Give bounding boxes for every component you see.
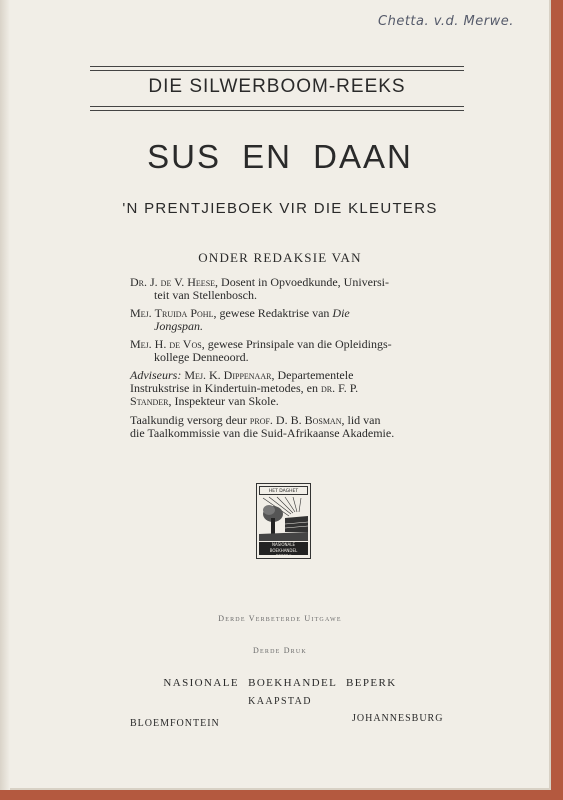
book-spine-shadow	[0, 0, 10, 790]
advisers-entry	[130, 369, 428, 408]
language-text-cont: , lid van	[341, 413, 381, 427]
language-editor-title: prof.	[249, 413, 273, 427]
book-title: SUS EN DAAN	[147, 138, 413, 175]
logo-publisher-suffix: BEPERK	[275, 554, 292, 559]
editor-name: H. de Vos	[154, 337, 202, 351]
language-editor-entry	[130, 414, 428, 440]
bottom-rule	[90, 110, 464, 111]
city-left: BLOEMFONTEIN	[130, 718, 220, 729]
owner-signature: Chetta. v.d. Merwe.	[378, 14, 514, 29]
editor-name: J. de V. Heese	[150, 275, 216, 289]
editor-title: Mej.	[130, 306, 152, 320]
editor-entry-devos	[130, 338, 428, 364]
adviser2-surname: Stander	[130, 394, 169, 408]
edition-line: Derde Verbeterde Uitgawe	[218, 614, 342, 623]
editor-title: Mej.	[130, 337, 152, 351]
adviser-name: K. Dippenaar	[209, 368, 272, 382]
editor-name: Truida Pohl	[154, 306, 214, 320]
editor-entry-heese	[130, 276, 428, 302]
city-right: JOHANNESBURG	[352, 713, 444, 724]
bottom-rule-inner	[90, 106, 464, 107]
editorial-heading: ONDER REDAKSIE VAN	[198, 250, 362, 265]
editor-role: , gewese Prinsipale van die Opleidings-	[201, 337, 392, 351]
editor-role-cont: teit van Stellenbosch.	[154, 288, 257, 302]
adviser2-role: , Inspekteur van Skole.	[168, 394, 279, 408]
adviser2-title: dr.	[320, 381, 336, 395]
editor-role: , gewese Redaktrise van	[213, 306, 333, 320]
adviser2-name: F. P.	[338, 381, 359, 395]
logo-publisher-label	[259, 542, 308, 559]
language-text-line2: die Taalkommissie van die Suid-Afrikaanse Akademie.	[130, 426, 395, 440]
logo-tree-icon	[259, 496, 308, 541]
editor-entry-pohl	[130, 307, 428, 333]
city-main: KAAPSTAD	[248, 696, 312, 707]
editor-title: Dr.	[130, 275, 148, 289]
top-rule-inner	[90, 70, 464, 71]
editor-role-italic: Die	[332, 306, 350, 320]
adviser-role: , Departementele	[271, 368, 354, 382]
editor-role: , Dosent in Opvoedkunde, Universi-	[215, 275, 390, 289]
language-editor-name: D. B. Bosman	[275, 413, 342, 427]
publisher-logo	[256, 483, 311, 559]
printing-line: Derde Druk	[253, 646, 307, 655]
logo-publisher-name: NASIONALE BOEKHANDEL	[269, 542, 298, 553]
series-title: DIE SILWERBOOM-REEKS	[148, 76, 406, 97]
publisher-name: NASIONALE BOEKHANDEL BEPERK	[163, 677, 397, 689]
logo-motto: HET DAGHET	[259, 486, 308, 495]
advisers-label: Adviseurs:	[130, 368, 182, 382]
top-rule	[90, 66, 464, 67]
adviser-title: Mej.	[184, 368, 206, 382]
book-subtitle: 'N PRENTJIEBOEK VIR DIE KLEUTERS	[122, 200, 438, 217]
language-text: Taalkundig versorg deur	[130, 413, 250, 427]
editor-role-cont: Jongspan.	[154, 319, 203, 333]
editor-role-cont: kollege Denneoord.	[154, 350, 249, 364]
adviser-role-cont: Instrukstrise in Kindertuin-metodes, en	[130, 381, 321, 395]
